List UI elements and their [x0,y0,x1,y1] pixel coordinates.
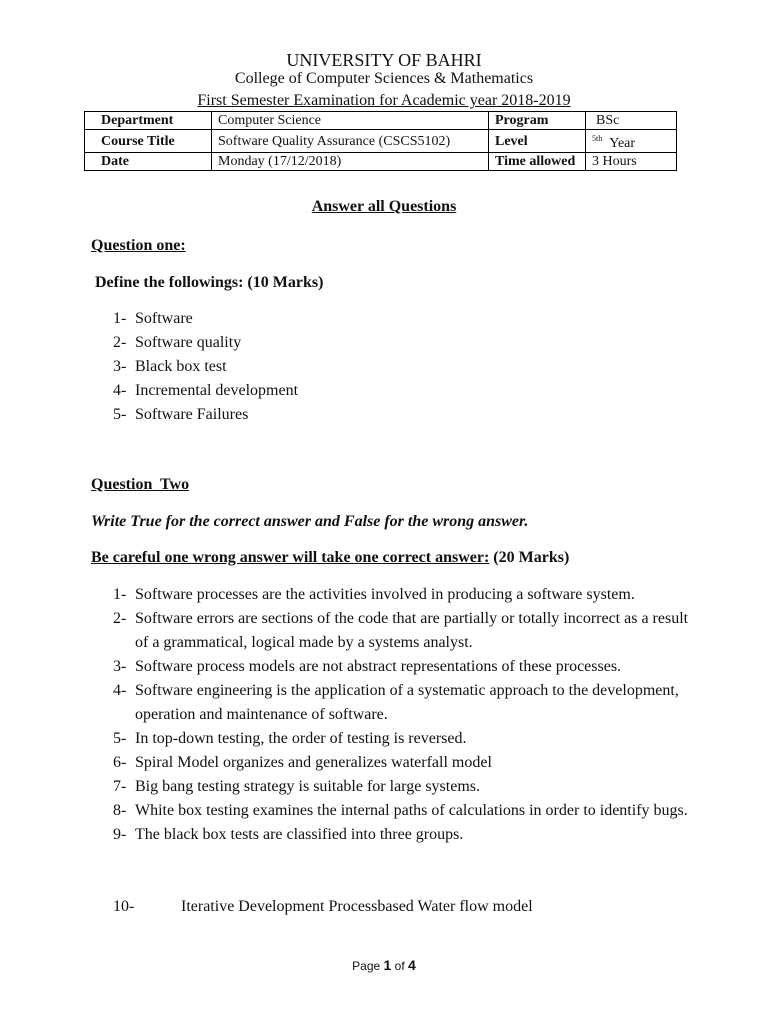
item-number: 3- [113,658,127,675]
question-two-heading: Question Two [91,476,190,493]
course-title-value: Software Quality Assurance (CSCS5102) [212,130,489,153]
list-item [113,583,693,607]
item-text: In top-down testing, the order of testing is reversed. [135,730,467,747]
item-number: 2- [113,334,127,351]
college-title: College of Computer Sciences & Mathematics [234,70,534,87]
item-text: Incremental development [135,382,299,399]
question-two-warning [91,548,569,568]
date-label: Date [85,153,212,171]
page-total: 4 [408,957,416,973]
item-number: 6- [113,754,127,771]
department-value: Computer Science [212,112,489,130]
list-item [113,331,693,355]
list-item [113,775,693,799]
question-two-marks: (20 Marks) [493,549,570,566]
item-text: Big bang testing strategy is suitable for large systems. [135,778,480,795]
item-text: The black box tests are classified into three groups. [135,826,464,843]
item-number: 8- [113,802,127,819]
item-text: Black box test [135,358,227,375]
question-one-heading: Question one: [91,237,186,254]
item-number: 5- [113,406,127,423]
exam-title [0,91,768,111]
item-number: 2- [113,610,127,627]
list-item [113,655,693,679]
page-number: 1 [383,957,392,973]
list-item [113,355,693,379]
list-item [113,607,693,655]
item-text: White box testing examines the internal paths of calculations in order to identify bugs. [135,802,688,819]
item-number: 3- [113,358,127,375]
of-word: of [394,959,405,973]
item-number: 4- [113,682,127,699]
time-allowed-value: 3 Hours [586,153,677,171]
item-text: Software Failures [135,406,249,423]
course-title-label: Course Title [85,130,212,153]
item-text: Software process models are not abstract representations of these processes. [135,658,622,675]
item-number: 7- [113,778,127,795]
item-text: Software [135,310,193,327]
instruction-heading: Answer all Questions [311,198,457,215]
table-row [85,130,677,153]
list-item [113,379,693,403]
item-text: Software processes are the activities involved in producing a software system. [135,586,635,603]
table-row [85,153,677,171]
item-text: Software errors are sections of the code that are partially or totally incorrect as a result of a grammatical, logical made by a systems analyst. [135,610,689,651]
item-number: 5- [113,730,127,747]
date-value: Monday (17/12/2018) [212,153,489,171]
table-row [85,112,677,130]
page-footer [0,957,768,973]
list-item [113,823,693,847]
item-number: 4- [113,382,127,399]
level-value: Year [609,136,636,151]
item-number: 1- [113,310,127,327]
item-text: Spiral Model organizes and generalizes waterfall model [135,754,492,771]
question-two-list [113,583,693,847]
program-value: BSc [586,112,677,130]
question-two-instruction: Write True for the correct answer and False for the wrong answer. [91,513,529,530]
university-title: UNIVERSITY OF BAHRI [286,50,482,70]
level-label: Level [489,130,586,153]
item-number: 9- [113,826,127,843]
department-label: Department [85,112,212,130]
time-allowed-label: Time allowed [489,153,586,171]
list-item [113,679,693,727]
list-item [113,403,693,427]
exam-title-text: First Semester Examination for Academic year 2018-2019 [197,92,571,109]
exam-info-table [84,111,677,171]
item-number: 10- [113,898,135,915]
list-item [113,799,693,823]
warning-text: Be careful one wrong answer will take one correct answer: [91,549,490,566]
level-superscript: 5th [592,134,603,143]
list-item [113,751,693,775]
item-number: 1- [113,586,127,603]
item-text: Iterative Development Processbased Water flow model [181,898,533,915]
program-label: Program [489,112,586,130]
page-word: Page [352,959,381,973]
list-item [113,307,693,331]
question-one-list [113,307,693,427]
list-item [113,727,693,751]
item-text: Software engineering is the application of a systematic approach to the development, operation and maintenance of software. [135,682,679,723]
question-one-prompt: Define the followings: (10 Marks) [95,274,324,291]
level-value-cell [586,130,677,153]
item-text: Software quality [135,334,242,351]
